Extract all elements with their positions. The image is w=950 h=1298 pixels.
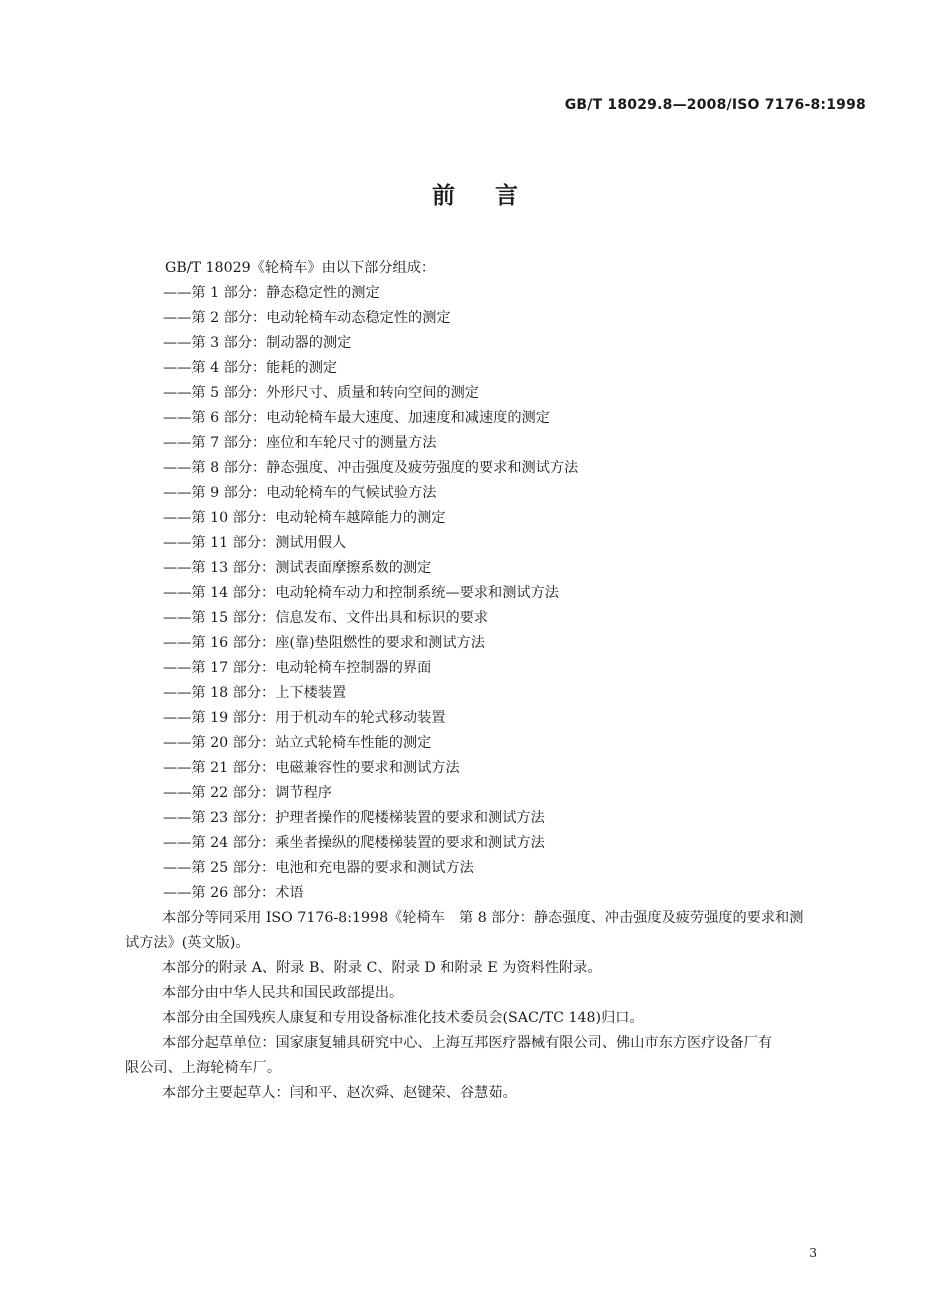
parts-list: [165, 281, 870, 906]
standard-number-header: GB/T 18029.8—2008/ISO 7176-8:1998: [564, 97, 866, 113]
proposed-by-paragraph: 本部分由中华人民共和国民政部提出。: [162, 985, 404, 1001]
drafting-units-paragraph: [125, 1031, 870, 1081]
part-item: ——第 7 部分：座位和车轮尺寸的测量方法: [163, 435, 437, 451]
part-item: ——第 21 部分：电磁兼容性的要求和测试方法: [163, 760, 460, 776]
part-item: ——第 11 部分：测试用假人: [163, 535, 347, 551]
foreword-body: [125, 256, 870, 1106]
part-item: ——第 15 部分：信息发布、文件出具和标识的要求: [163, 610, 489, 626]
part-item: ——第 4 部分：能耗的测定: [163, 360, 338, 376]
part-item: ——第 19 部分：用于机动车的轮式移动装置: [163, 710, 446, 726]
page-title: 前言: [432, 183, 558, 209]
part-item: ——第 1 部分：静态稳定性的测定: [163, 285, 380, 301]
part-item: ——第 17 部分：电动轮椅车控制器的界面: [163, 660, 432, 676]
page-number: 3: [809, 1246, 817, 1260]
annexes-paragraph: 本部分的附录 A、附录 B、附录 C、附录 D 和附录 E 为资料性附录。: [162, 960, 602, 976]
part-item: ——第 6 部分：电动轮椅车最大速度、加速度和减速度的测定: [163, 410, 550, 426]
part-item: ——第 26 部分：术语: [163, 885, 304, 901]
part-item: ——第 3 部分：制动器的测定: [163, 335, 352, 351]
part-item: ——第 16 部分：座(靠)垫阻燃性的要求和测试方法: [163, 635, 485, 651]
intro-line: GB/T 18029《轮椅车》由以下部分组成：: [165, 260, 436, 276]
part-item: ——第 24 部分：乘坐者操纵的爬楼梯装置的要求和测试方法: [163, 835, 545, 851]
drafting-units-line-2: 限公司、上海轮椅车厂。: [125, 1060, 282, 1076]
part-item: ——第 10 部分：电动轮椅车越障能力的测定: [163, 510, 446, 526]
part-item: ——第 25 部分：电池和充电器的要求和测试方法: [163, 860, 474, 876]
adoption-line-2: 试方法》(英文版)。: [125, 935, 250, 951]
part-item: ——第 20 部分：站立式轮椅车性能的测定: [163, 735, 432, 751]
part-item: ——第 5 部分：外形尺寸、质量和转向空间的测定: [163, 385, 479, 401]
adoption-line-1: 本部分等同采用 ISO 7176-8:1998《轮椅车 第 8 部分：静态强度、冲击强度及疲劳强度的要求和测: [162, 910, 804, 926]
adoption-paragraph: [125, 906, 870, 956]
part-item: ——第 18 部分：上下楼装置: [163, 685, 347, 701]
drafting-units-line-1: 本部分起草单位：国家康复辅具研究中心、上海互邦医疗器械有限公司、佛山市东方医疗设备厂有: [162, 1035, 773, 1051]
part-item: ——第 23 部分：护理者操作的爬楼梯装置的要求和测试方法: [163, 810, 545, 826]
part-item: ——第 9 部分：电动轮椅车的气候试验方法: [163, 485, 437, 501]
drafters-paragraph: 本部分主要起草人：闫和平、赵次舜、赵键荣、谷慧茹。: [162, 1085, 517, 1101]
part-item: ——第 22 部分：调节程序: [163, 785, 332, 801]
part-item: ——第 2 部分：电动轮椅车动态稳定性的测定: [163, 310, 451, 326]
part-item: ——第 8 部分：静态强度、冲击强度及疲劳强度的要求和测试方法: [163, 460, 579, 476]
part-item: ——第 14 部分：电动轮椅车动力和控制系统—要求和测试方法: [163, 585, 559, 601]
centralized-by-paragraph: 本部分由全国残疾人康复和专用设备标准化技术委员会(SAC/TC 148)归口。: [162, 1010, 644, 1026]
part-item: ——第 13 部分：测试表面摩擦系数的测定: [163, 560, 432, 576]
